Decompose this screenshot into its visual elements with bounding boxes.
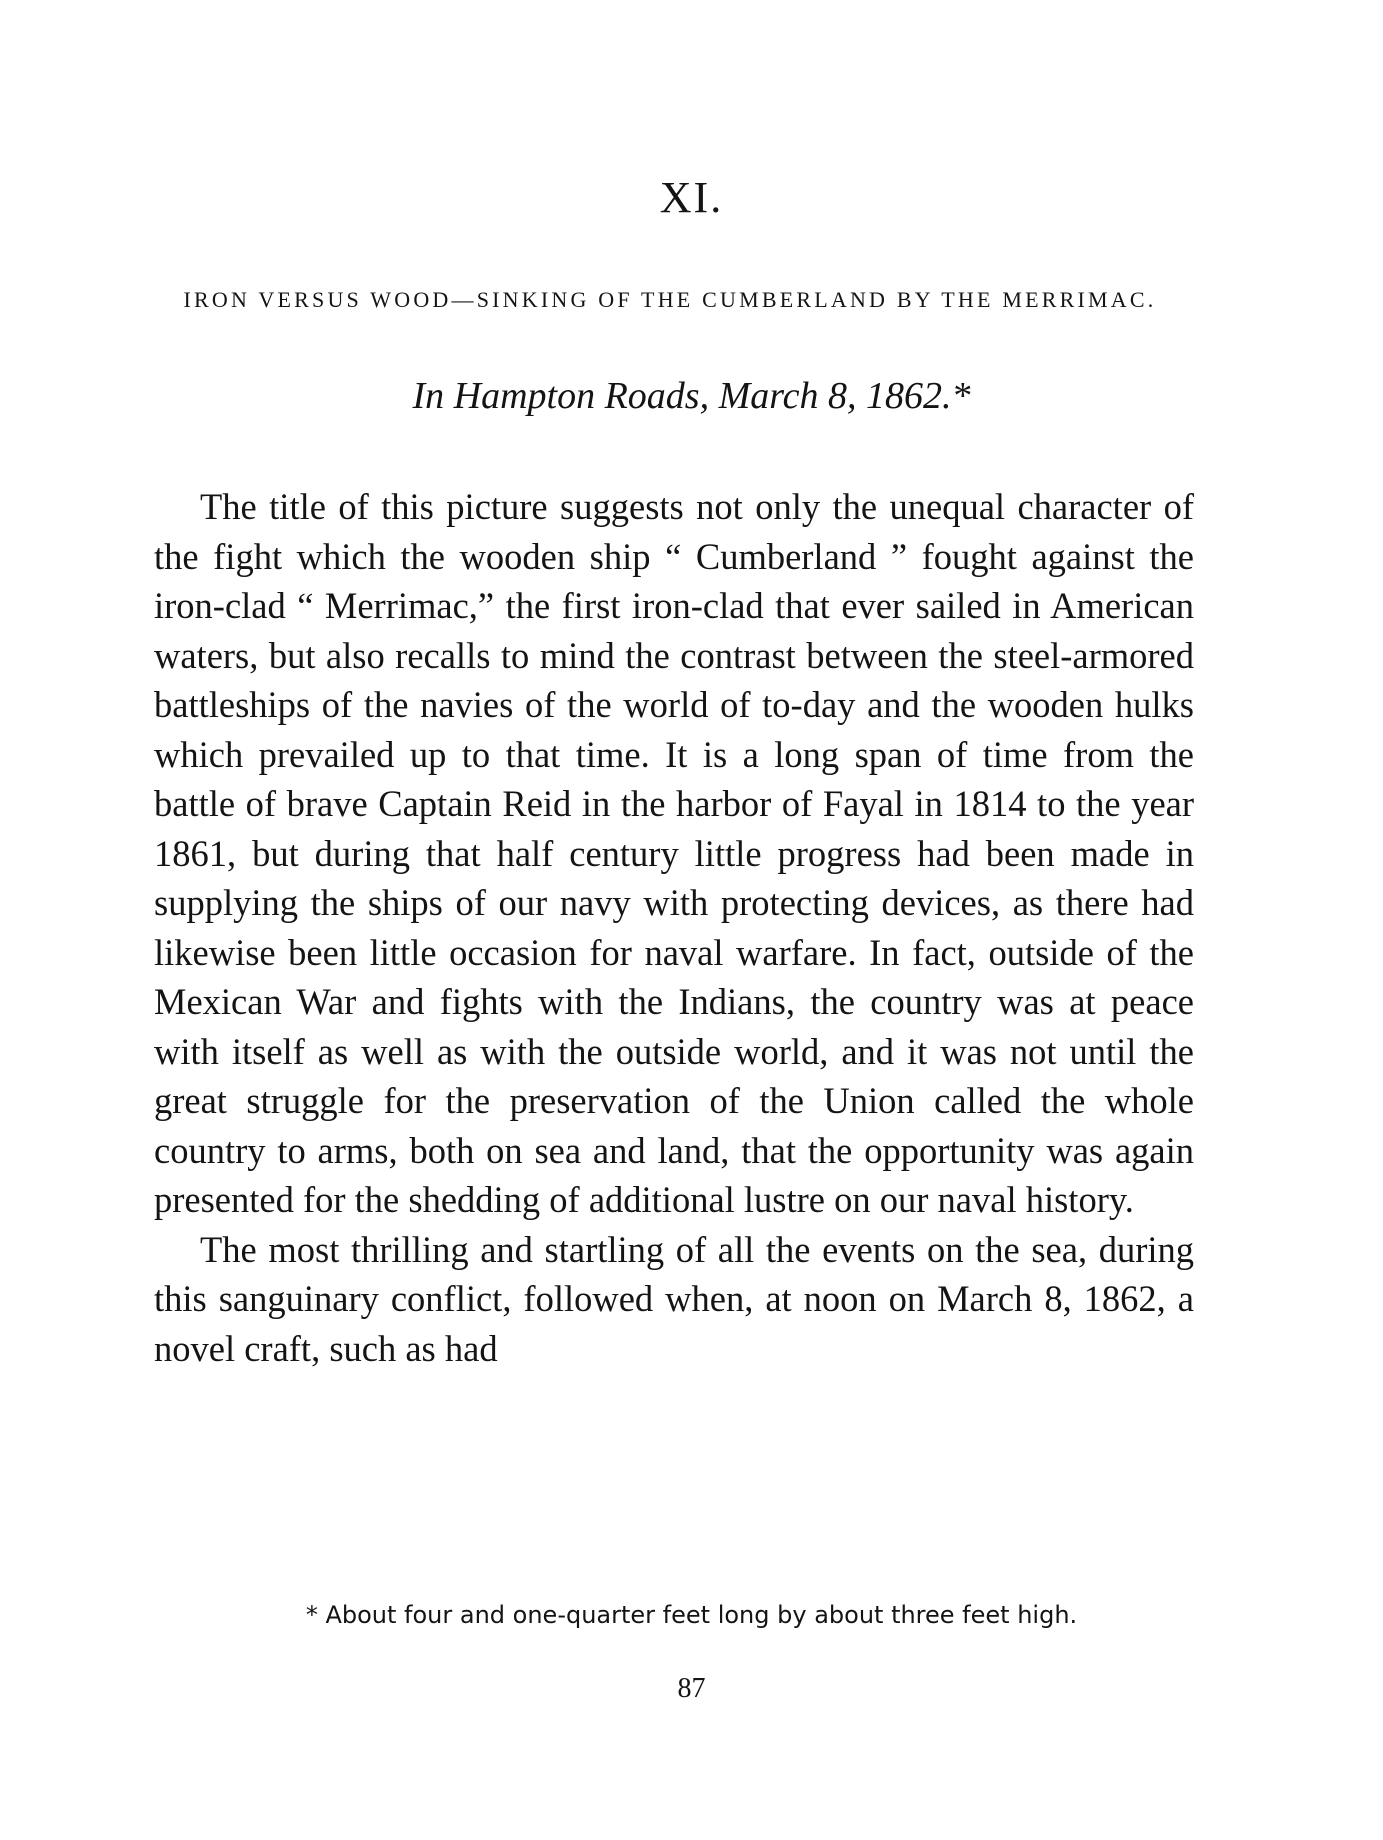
footnote: * About four and one-quarter feet long by about three feet high. — [305, 1601, 1078, 1629]
chapter-number: XI. — [659, 173, 724, 222]
body-text — [154, 482, 1194, 1373]
paragraph: The title of this picture suggests not only the unequal character of the fight which the wooden ship “ Cumberland ” fought against the iron-clad “ Merrimac,” the first iron-clad that ever sailed in American waters, but also recalls to mind the contrast between the steel-armored battleships of the navies of the world of to-day and the wooden hulks which prevailed up to that time. It is a long span of time from the battle of brave Captain Reid in the harbor of Fayal in 1814 to the year 1861, but during that half century little progress had been made in supplying the ships of our navy with protecting devices, as there had likewise been little occasion for naval warfare. In fact, outside of the Mexican War and fights with the Indians, the country was at peace with itself as well as with the outside world, and it was not until the great struggle for the preservation of the Union called the whole country to arms, both on sea and land, that the opportunity was again presented for the shedding of additional lustre on our naval history. — [154, 486, 1194, 1220]
chapter-title: IRON VERSUS WOOD—SINKING OF THE CUMBERLAND BY THE MERRIMAC. — [183, 287, 1157, 312]
paragraph: The most thrilling and startling of all the events on the sea, during this sanguinary conflict, followed when, at noon on March 8, 1862, a novel craft, such as had — [154, 1228, 1194, 1369]
chapter-subtitle: In Hampton Roads, March 8, 1862.* — [412, 375, 971, 417]
page-number: 87 — [677, 1673, 706, 1704]
